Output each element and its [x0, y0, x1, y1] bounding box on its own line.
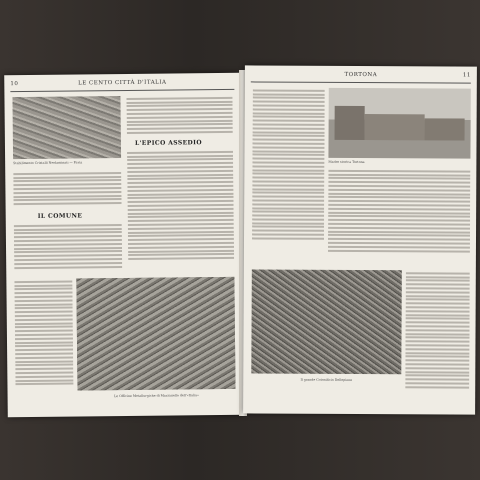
left-running-title: LE CENTO CITTÀ D'ITALIA — [78, 79, 167, 87]
right-col2-text-top — [328, 168, 471, 265]
right-bottom-photo-caption: Il grande Cotonificio Dellepiane — [300, 377, 353, 382]
left-bottom-aerial-photo — [76, 277, 235, 391]
left-col2-text — [127, 149, 234, 276]
right-page — [243, 65, 477, 414]
left-section-heading-2: IL COMUNE — [37, 212, 83, 220]
left-bottom-photo-caption: Le Officine Metallurgiche di Marzanello dell'«Italia» — [114, 393, 199, 399]
left-section-heading-1: L'EPICO ASSEDIO — [134, 139, 203, 147]
right-page-number: 11 — [462, 72, 471, 79]
right-running-title: TORTONA — [344, 71, 378, 79]
left-col1-text — [14, 222, 123, 275]
left-col1-text-bottom — [14, 279, 73, 402]
left-top-photo-caption: Stabilimento Cristalli Neolaminati — Pavia — [13, 160, 83, 166]
right-col1-text-top — [252, 87, 325, 259]
right-top-photo-caption: Madre storica Tortona — [328, 159, 365, 165]
left-page-number: 10 — [10, 81, 19, 88]
right-top-building-photo — [328, 88, 470, 159]
right-header-rule — [251, 81, 471, 83]
right-col2-text-bottom — [405, 270, 470, 404]
left-col1-text-top — [13, 170, 121, 211]
left-col2-text-top — [126, 95, 232, 140]
left-page — [4, 73, 244, 417]
right-bottom-aerial-photo — [251, 269, 402, 374]
left-top-photo — [12, 96, 121, 159]
